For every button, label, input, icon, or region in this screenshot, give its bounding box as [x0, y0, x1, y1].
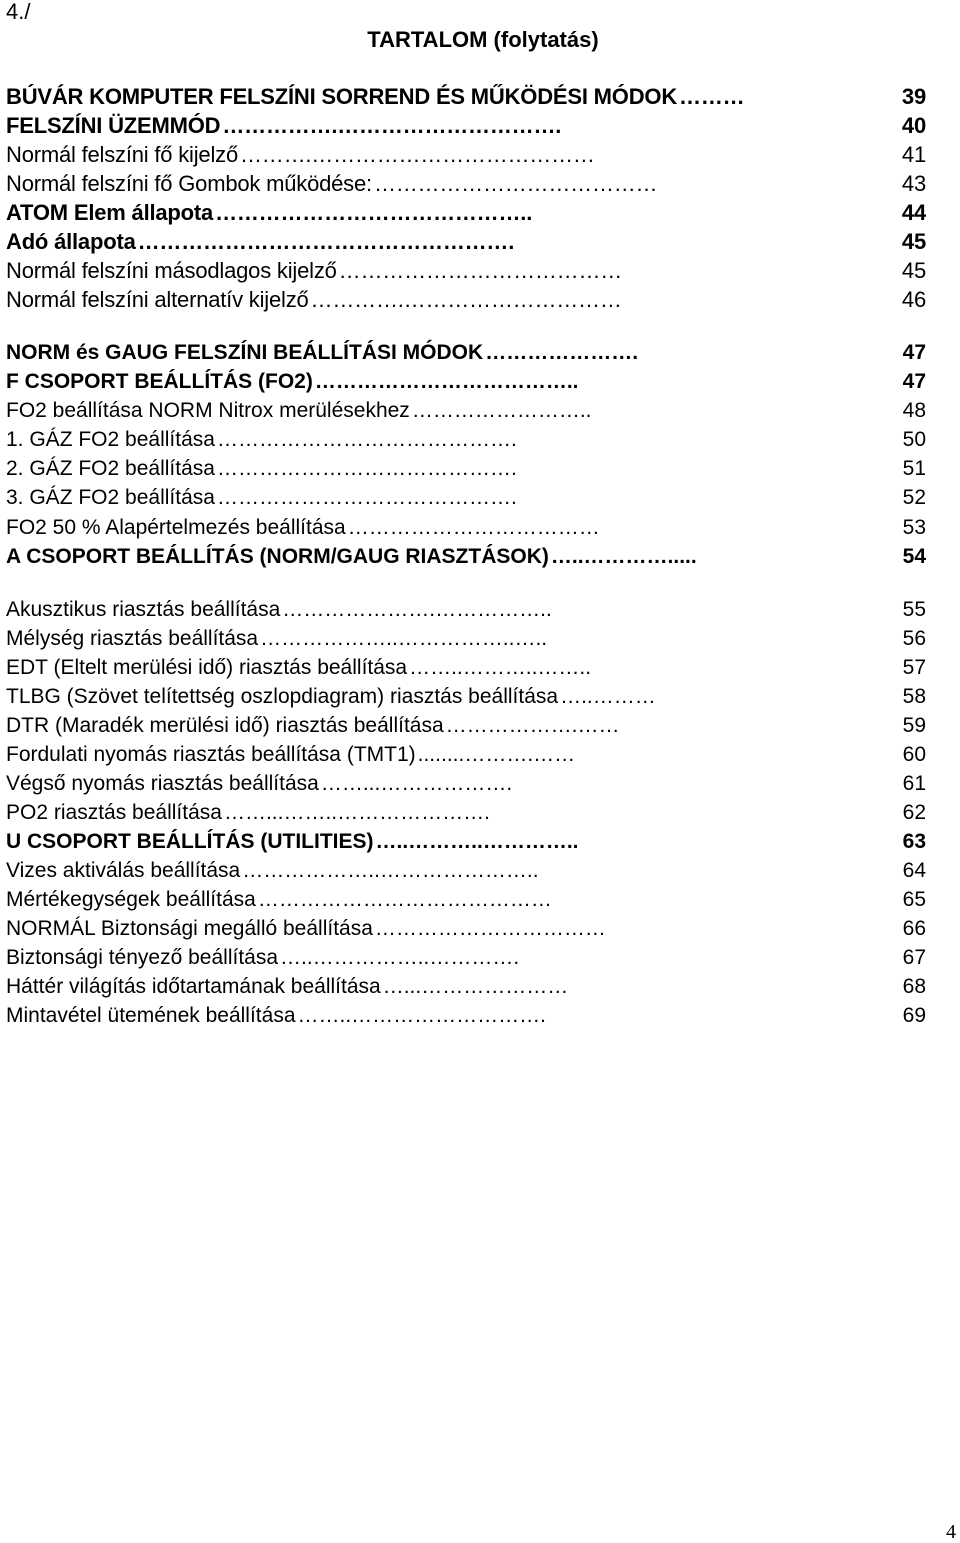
toc-entry-leader: ……….…………………………………: [240, 142, 595, 167]
toc-entry-page: 65: [902, 888, 926, 912]
toc-entry-page: 55: [902, 597, 926, 621]
toc-entry: [6, 338, 926, 367]
toc-entry: [6, 227, 926, 256]
toc-entry-title: ATOM Elem állapota: [6, 200, 214, 225]
toc-entry-page: 66: [902, 917, 926, 941]
toc-entry-leader: ………………..……………..…..: [260, 626, 548, 650]
toc-entry-page: 52: [902, 486, 926, 510]
toc-entry-title: PO2 riasztás beállítása: [6, 801, 222, 825]
toc-entry-page: 51: [902, 457, 926, 481]
toc-entry-page: 48: [902, 399, 926, 423]
toc-entry-page: 44: [901, 200, 926, 225]
toc-entry: [6, 885, 926, 914]
toc-entry-title: Normál felszíni alternatív kijelző: [6, 287, 309, 312]
toc-entry: [6, 711, 926, 740]
toc-entry-page: 60: [902, 742, 926, 766]
toc-entry: [6, 169, 926, 198]
section-gap: [6, 571, 926, 595]
toc-entry-page: 46: [901, 287, 926, 312]
toc-entry-page: 47: [902, 370, 926, 394]
toc-entry: [6, 367, 926, 396]
toc-entry-title: 2. GÁZ FO2 beállítása: [6, 457, 215, 481]
toc-entry-title: BÚVÁR KOMPUTER FELSZÍNI SORREND ÉS MŰKÖDÉSI MÓDOK: [6, 84, 678, 109]
toc-entry-leader: …………….………………………….: [222, 113, 562, 138]
toc-entry-leader: ………………………………: [347, 515, 600, 539]
toc-entry-leader: …………………………………………….: [137, 229, 515, 254]
page-title: TARTALOM (folytatás): [367, 27, 599, 52]
toc-entry-leader: ……..………..……..: [409, 655, 592, 679]
toc-entry-page: 62: [902, 801, 926, 825]
toc-entry-leader: ……………………………: [374, 917, 606, 941]
toc-entry: [6, 1001, 926, 1030]
toc-entry: [6, 198, 926, 227]
toc-entry-leader: ……...……………….: [320, 772, 513, 796]
toc-entry: [6, 653, 926, 682]
toc-entry-leader: ……………….……: [445, 713, 620, 737]
toc-entry-title: NORM és GAUG FELSZÍNI BEÁLLÍTÁSI MÓDOK: [6, 341, 484, 364]
page-number: 4: [946, 1521, 956, 1543]
toc-entry: [6, 82, 926, 111]
toc-entry-leader: …..……………..………….: [280, 946, 520, 970]
toc-entry-leader: …………………………………….: [216, 428, 517, 452]
toc-entry-title: Adó állapota: [6, 229, 136, 254]
toc-entry: [6, 396, 926, 425]
toc-entry: [6, 943, 926, 972]
table-of-contents: [6, 82, 926, 1030]
toc-entry: [6, 827, 926, 856]
toc-entry-page: 39: [901, 84, 926, 109]
toc-entry-title: TLBG (Szövet telítettség oszlopdiagram) riasztás beállítása: [6, 684, 559, 708]
toc-entry-leader: ……..……………………….: [297, 1004, 547, 1028]
toc-entry-leader: ........……….……: [417, 742, 576, 766]
toc-entry: [6, 256, 926, 285]
toc-entry-page: 53: [902, 515, 926, 539]
toc-entry: [6, 454, 926, 483]
toc-entry-leader: ……………………..: [411, 399, 592, 423]
toc-entry-leader: ………………..…………………..: [242, 859, 539, 883]
toc-entry: [6, 856, 926, 885]
toc-entry-title: F CSOPORT BEÁLLÍTÁS (FO2): [6, 370, 313, 394]
toc-entry-title: FO2 beállítása NORM Nitrox merülésekhez: [6, 399, 410, 423]
toc-entry-page: 45: [901, 258, 926, 283]
toc-entry-title: Normál felszíni fő kijelző: [6, 142, 238, 167]
toc-entry: [6, 513, 926, 542]
toc-entry-leader: …..………: [560, 684, 656, 708]
toc-entry: [6, 285, 926, 314]
toc-entry-leader: …………………………………….: [216, 457, 517, 481]
toc-entry-title: FO2 50 % Alapértelmezés beállítása: [6, 515, 346, 539]
toc-entry-leader: ………………….……………..: [282, 597, 552, 621]
toc-entry: [6, 914, 926, 943]
toc-entry-leader: ………: [679, 84, 745, 109]
toc-entry-title: Mélység riasztás beállítása: [6, 626, 259, 650]
toc-entry-leader: …………………………………: [373, 171, 658, 196]
toc-entry-title: Fordulati nyomás riasztás beállítása (TMT1): [6, 742, 416, 766]
toc-entry-leader: ………………………………..: [314, 370, 579, 394]
toc-entry-page: 47: [902, 341, 926, 364]
toc-entry-leader: ……...……..………………….: [223, 801, 490, 825]
toc-entry-leader: ……………………………………..: [215, 200, 533, 225]
toc-entry-title: DTR (Maradék merülési idő) riasztás beállítása: [6, 713, 444, 737]
toc-entry-page: 56: [902, 626, 926, 650]
toc-entry-leader: …………………………………: [338, 258, 623, 283]
toc-entry: [6, 140, 926, 169]
toc-entry-page: 57: [902, 655, 926, 679]
toc-entry-page: 54: [902, 544, 926, 568]
toc-entry-title: 3. GÁZ FO2 beállítása: [6, 486, 215, 510]
toc-entry: [6, 798, 926, 827]
toc-entry-page: 64: [902, 859, 926, 883]
toc-entry-leader: …..………….....: [550, 544, 697, 568]
toc-entry-page: 61: [902, 772, 926, 796]
toc-entry: [6, 740, 926, 769]
toc-entry-page: 50: [902, 428, 926, 452]
toc-entry-title: FELSZÍNI ÜZEMMÓD: [6, 113, 221, 138]
toc-entry-page: 63: [902, 830, 926, 854]
toc-entry: [6, 682, 926, 711]
section-gap: [6, 314, 926, 338]
toc-entry-title: Végső nyomás riasztás beállítása: [6, 772, 319, 796]
toc-entry-title: EDT (Eltelt merülési idő) riasztás beállítása: [6, 655, 408, 679]
toc-entry: [6, 624, 926, 653]
toc-entry-page: 40: [901, 113, 926, 138]
toc-entry-leader: ……………………………………: [257, 888, 552, 912]
toc-entry-leader: …..………..…………..: [375, 830, 579, 854]
toc-entry-leader: ………….…………………………: [310, 287, 622, 312]
toc-entry-page: 58: [902, 684, 926, 708]
toc-entry-title: 1. GÁZ FO2 beállítása: [6, 428, 215, 452]
toc-entry-title: Háttér világítás időtartamának beállítása: [6, 975, 381, 999]
toc-entry-title: A CSOPORT BEÁLLÍTÁS (NORM/GAUG RIASZTÁSOK): [6, 544, 549, 568]
toc-entry: [6, 769, 926, 798]
toc-entry-title: U CSOPORT BEÁLLÍTÁS (UTILITIES): [6, 830, 374, 854]
toc-entry: [6, 483, 926, 512]
toc-entry-title: Akusztikus riasztás beállítása: [6, 597, 281, 621]
corner-label: 4./: [6, 0, 31, 24]
toc-entry-page: 68: [902, 975, 926, 999]
toc-entry-title: Vizes aktiválás beállítása: [6, 859, 241, 883]
toc-entry-title: Biztonsági tényező beállítása: [6, 946, 279, 970]
toc-entry-page: 69: [902, 1004, 926, 1028]
toc-entry-page: 45: [901, 229, 926, 254]
toc-entry-page: 43: [901, 171, 926, 196]
toc-entry: [6, 972, 926, 1001]
toc-entry-title: Mintavétel ütemének beállítása: [6, 1004, 296, 1028]
toc-entry-page: 59: [902, 713, 926, 737]
toc-entry-page: 67: [902, 946, 926, 970]
toc-entry: [6, 542, 926, 571]
toc-entry-leader: ………………….: [485, 341, 639, 364]
toc-entry-leader: …………………………………….: [216, 486, 517, 510]
toc-entry-page: 41: [901, 142, 926, 167]
toc-entry-title: Normál felszíni fő Gombok működése:: [6, 171, 372, 196]
toc-entry-leader: …...…………………: [382, 975, 569, 999]
toc-entry: [6, 595, 926, 624]
toc-entry: [6, 111, 926, 140]
toc-entry-title: Mértékegységek beállítása: [6, 888, 256, 912]
toc-entry-title: Normál felszíni másodlagos kijelző: [6, 258, 337, 283]
toc-entry-title: NORMÁL Biztonsági megálló beállítása: [6, 917, 373, 941]
toc-entry: [6, 425, 926, 454]
